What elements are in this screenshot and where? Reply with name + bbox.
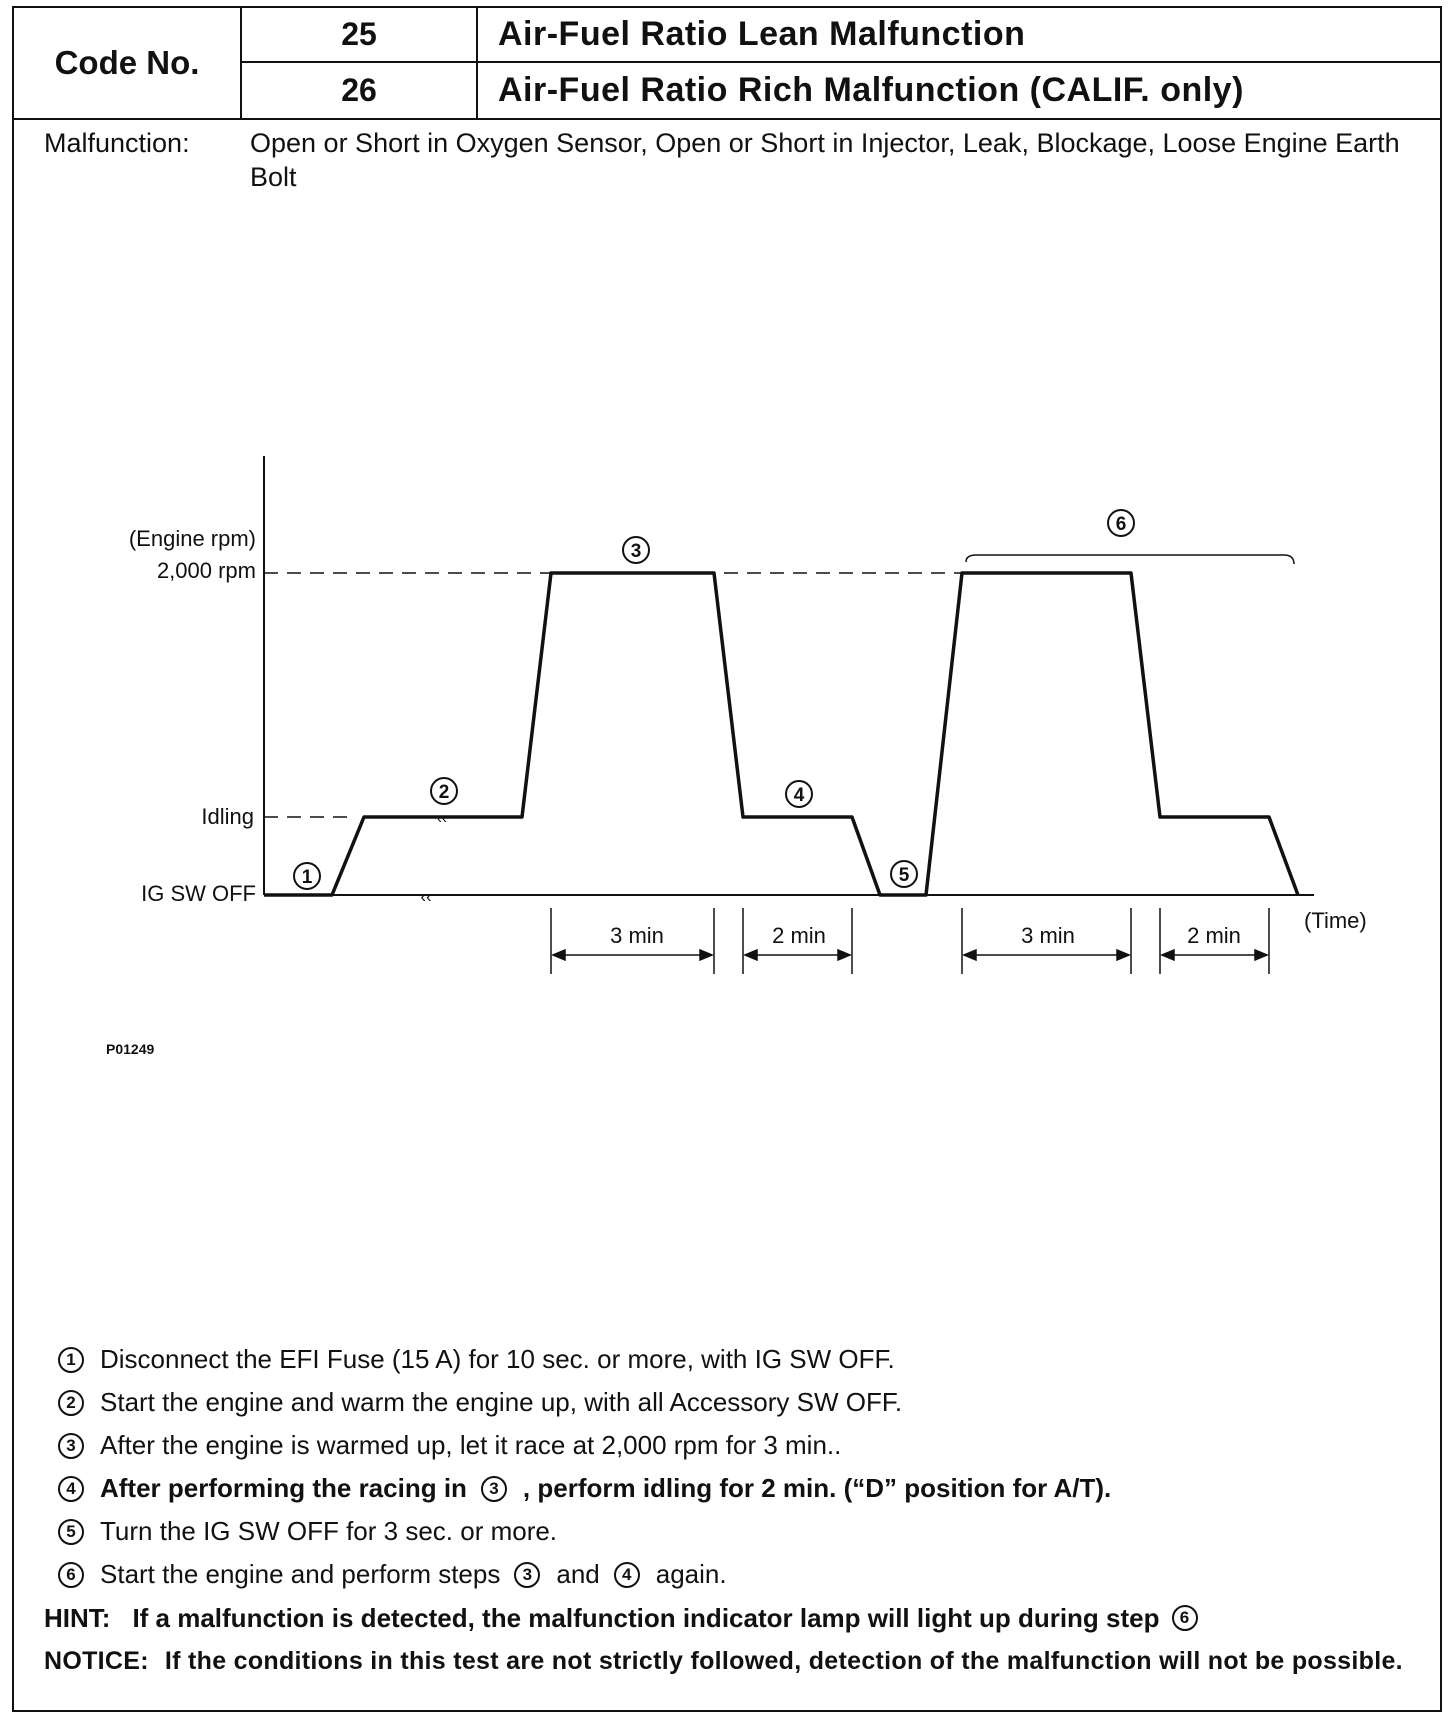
step-number: 1: [58, 1347, 84, 1373]
engine-rpm-chart: [14, 8, 1444, 1108]
step-text: After performing the racing in: [100, 1473, 467, 1503]
service-manual-page: [12, 6, 1442, 1712]
notice: [44, 1644, 1424, 1678]
malfunction-text: Open or Short in Oxygen Sensor, Open or Short in Injector, Leak, Blockage, Loose Engine Earth Bolt: [250, 128, 1400, 192]
step-number: 4: [58, 1476, 84, 1502]
step-reference: 6: [1172, 1605, 1198, 1631]
notice-label: NOTICE:: [44, 1647, 149, 1675]
svg-text:3: 3: [630, 541, 642, 562]
step-number: 6: [58, 1562, 84, 1588]
step-2: [44, 1381, 1424, 1424]
step-1: [44, 1338, 1424, 1381]
step-4: [44, 1467, 1424, 1510]
svg-text:5: 5: [898, 865, 910, 886]
code-no-label: Code No.: [14, 8, 242, 118]
step-reference: 3: [514, 1562, 540, 1588]
tick-label-idling: Idling: [201, 804, 254, 829]
step-6: [44, 1553, 1424, 1596]
step-text: again.: [655, 1559, 727, 1589]
procedure-steps: [44, 1338, 1424, 1678]
marker-step-6: [1108, 510, 1134, 536]
duration-label-3min: 3 min: [1021, 923, 1075, 948]
step-text: Start the engine and warm the engine up, with all Accessory SW OFF.: [100, 1387, 903, 1417]
marker-step-4: [786, 781, 812, 807]
svg-text:2: 2: [438, 782, 450, 803]
step-text: , perform idling for 2 min. (“D” position for A/T).: [522, 1473, 1112, 1503]
step-3: [44, 1424, 1424, 1467]
step-number: 5: [58, 1519, 84, 1545]
hint-label: HINT:: [44, 1602, 111, 1633]
step-text: After the engine is warmed up, let it race at 2,000 rpm for 3 min..: [100, 1430, 842, 1460]
y-axis-label: (Engine rpm): [128, 526, 256, 551]
hint-text: If a malfunction is detected, the malfunction indicator lamp will light up during step: [132, 1602, 1160, 1633]
code-number: 25: [242, 8, 478, 61]
step-text: Start the engine and perform steps: [100, 1559, 501, 1589]
code-title: Air-Fuel Ratio Lean Malfunction: [498, 15, 1026, 53]
marker-step-1: [294, 863, 320, 889]
step-number: 3: [58, 1433, 84, 1459]
svg-text:4: 4: [793, 785, 805, 806]
marker-step-5: [891, 861, 917, 887]
marker-step-3: [623, 537, 649, 563]
step-reference: 3: [481, 1476, 507, 1502]
duration-label-2min: 2 min: [772, 923, 826, 948]
step-number: 2: [58, 1390, 84, 1416]
x-axis-break-icon: ‹‹: [420, 887, 432, 906]
step6-brace: [966, 555, 1294, 564]
x-axis-label: (Time): [1304, 908, 1367, 933]
notice-text: If the conditions in this test are not strictly followed, detection of the malfunction will not be possible.: [164, 1647, 1403, 1675]
step-reference: 4: [614, 1562, 640, 1588]
duration-label-2min: 2 min: [1187, 923, 1241, 948]
step-text: Turn the IG SW OFF for 3 sec. or more.: [100, 1516, 558, 1546]
tick-label-ig-sw-off: IG SW OFF: [141, 881, 256, 906]
step-5: [44, 1510, 1424, 1553]
tick-label-2000rpm: 2,000 rpm: [156, 558, 256, 583]
step-text: and: [556, 1559, 600, 1589]
figure-id: P01249: [106, 1041, 155, 1057]
series-break-icon: ‹‹: [437, 810, 447, 827]
rpm-series-line: [264, 573, 1298, 895]
code-number: 26: [242, 63, 478, 118]
code-title: Air-Fuel Ratio Rich Malfunction (CALIF. only): [498, 71, 1244, 109]
hint: [44, 1596, 1424, 1640]
duration-label-3min: 3 min: [610, 923, 664, 948]
svg-text:6: 6: [1115, 514, 1127, 535]
marker-step-2: [431, 778, 457, 804]
step-text: Disconnect the EFI Fuse (15 A) for 10 sec. or more, with IG SW OFF.: [100, 1344, 895, 1374]
malfunction-label: Malfunction:: [44, 128, 190, 158]
svg-text:1: 1: [301, 867, 313, 888]
